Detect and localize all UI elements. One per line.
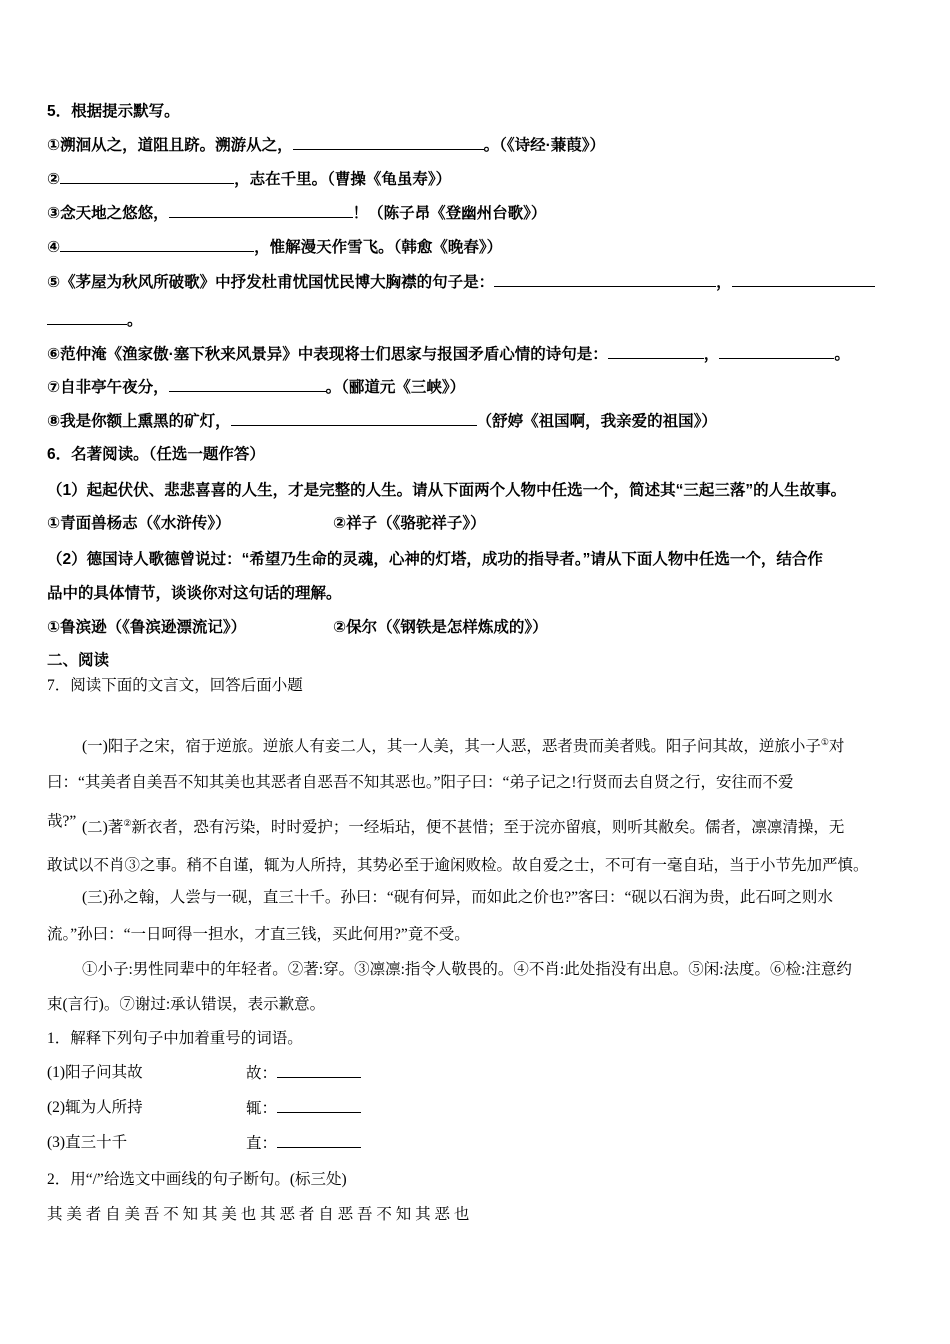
item-comma: ， <box>716 274 732 291</box>
passage-text: (一)阳子之宋，宿于逆旅。逆旅人有妾二人，其一人美，其一人恶，恶者贵而美者贱。阳子问其故，逆旅小子 <box>82 738 821 755</box>
answer-blank[interactable] <box>277 1133 361 1148</box>
answer-blank[interactable] <box>231 411 477 426</box>
passage-1-line1 <box>82 737 844 757</box>
item-text: ⑦自非亭午夜分， <box>47 379 169 396</box>
row-sentence: (2)辄为人所持 <box>47 1099 143 1116</box>
passage-text: (二)著 <box>82 819 124 836</box>
row-word: 辄： <box>246 1100 278 1117</box>
item-source: 。（《诗经·蒹葭》） <box>483 137 606 154</box>
footnote-marker: ② <box>123 817 132 828</box>
q6-part2-line1: （2）德国诗人歌德曾说过：“希望乃生命的灵魂，心神的灯塔，成功的指导者。”请从下面人物中任选一个，结合作 <box>47 551 823 568</box>
item-text: ⑧我是你额上熏黑的矿灯， <box>47 413 231 430</box>
q6-part1: （1）起起伏伏、悲悲喜喜的人生，才是完整的人生。请从下面两个人物中任选一个，简述其“三起三落”的人生故事。 <box>47 482 847 499</box>
row-sentence: (1)阳子问其故 <box>47 1064 143 1081</box>
passage-2-line2: 敢试以不肖③之事。稍不自谨，辄为人所持，其势必至于逾闲败检。故自爱之士，不可有一毫自玷，当于小节先加严慎。 <box>47 857 869 874</box>
q5-item-5 <box>47 272 875 293</box>
passage-1-line3: 哉?” <box>47 813 77 830</box>
notes-line2: 束(言行)。⑦谢过:承认错误，表示歉意。 <box>47 996 326 1013</box>
row-word: 故： <box>246 1065 278 1082</box>
answer-blank[interactable] <box>293 135 484 150</box>
answer-blank[interactable] <box>277 1098 361 1113</box>
row-sentence: (3)直三十千 <box>47 1134 128 1151</box>
option-yang-zhi: ①青面兽杨志（《水浒传》） <box>47 515 231 532</box>
item-text: ③念天地之悠悠， <box>47 205 169 222</box>
answer-blank[interactable] <box>494 272 716 287</box>
item-period: 。 <box>127 312 143 329</box>
sub1-title: 1．解释下列句子中加着重号的词语。 <box>47 1030 303 1047</box>
item-source: （舒婷《祖国啊，我亲爱的祖国》） <box>476 413 717 430</box>
q6-part2-line2: 品中的具体情节，谈谈你对这句话的理解。 <box>47 585 342 602</box>
passage-3-line2: 流。”孙曰：“一日呵得一担水，才直三钱，买此何用?”竟不受。 <box>47 926 470 943</box>
item-text: ② <box>47 171 61 188</box>
q5-item-2 <box>47 169 451 190</box>
q5-item-4 <box>47 237 502 258</box>
sub2-title: 2．用“/”给选文中画线的句子断句。(标三处) <box>47 1171 347 1188</box>
notes-line1: ①小子:男性同辈中的年轻者。②著:穿。③凛凛:指令人敬畏的。④不肖:此处指没有出息。⑤闲:法度。⑥检:注意约 <box>82 961 852 978</box>
item-text: ⑤《茅屋为秋风所破歌》中抒发杜甫忧国忧民博大胸襟的句子是： <box>47 274 495 291</box>
answer-blank[interactable] <box>608 344 704 359</box>
item-source: 。（郦道元《三峡》） <box>325 379 466 396</box>
q5-item-6 <box>47 344 850 365</box>
item-period: 。 <box>834 346 850 363</box>
q7-title: 7．阅读下面的文言文，回答后面小题 <box>47 677 303 694</box>
item-text: ⑥范仲淹《渔家傲·塞下秋来风景异》中表现将士们思家与报国矛盾心情的诗句是： <box>47 346 608 363</box>
item-text: ④ <box>47 239 61 256</box>
option-pavel: ②保尔（《钢铁是怎样炼成的》） <box>333 619 548 636</box>
sub1-row-1 <box>47 1063 447 1083</box>
q5-title: 5．根据提示默写。 <box>47 103 180 120</box>
row-word: 直： <box>246 1135 278 1152</box>
sub1-row-3 <box>47 1133 447 1153</box>
row-answer <box>246 1133 361 1154</box>
passage-1-line2: 曰：“其美者自美吾不知其美也其恶者自恶吾不知其恶也。”阳子曰：“弟子记之!行贤而去自贤之行，安往而不爱 <box>47 774 794 791</box>
passage-text: 新衣者，恐有污染，时时爱护；一经垢玷，便不甚惜；至于浣亦留痕，则听其敝矣。儒者，凛凛清操，无 <box>131 819 845 836</box>
item-text: ①溯洄从之，道阻且跻。溯游从之， <box>47 137 293 154</box>
item-comma: ， <box>703 346 720 363</box>
passage-3-line1: (三)孙之翰，人尝与一砚，直三十千。孙曰：“砚有何异，而如此之价也?”客曰：“砚以石润为贵，此石呵之则水 <box>82 889 833 906</box>
answer-blank[interactable] <box>60 169 234 184</box>
answer-blank[interactable] <box>47 310 127 325</box>
answer-blank[interactable] <box>719 344 834 359</box>
q5-item-7 <box>47 377 465 398</box>
passage-2-line1 <box>82 818 844 838</box>
row-answer <box>246 1098 361 1119</box>
row-answer <box>246 1063 361 1084</box>
sub2-sentence: 其 美 者 自 美 吾 不 知 其 美 也 其 恶 者 自 恶 吾 不 知 其 恶 也 <box>47 1206 470 1223</box>
option-xiangzi: ②祥子（《骆驼祥子》） <box>333 515 486 532</box>
q5-item-8 <box>47 411 717 432</box>
answer-blank[interactable] <box>169 203 353 218</box>
item-source: ！（陈子昂《登幽州台歌》） <box>352 205 547 222</box>
item-source: ，惟解漫天作雪飞。（韩愈《晚春》） <box>254 239 503 256</box>
option-robinson: ①鲁滨逊（《鲁滨逊漂流记》） <box>47 619 247 636</box>
q6-part1-options <box>47 514 907 534</box>
answer-blank[interactable] <box>277 1063 361 1078</box>
section-title-reading: 二、阅读 <box>47 652 110 669</box>
answer-blank[interactable] <box>60 237 254 252</box>
answer-blank[interactable] <box>169 377 326 392</box>
answer-blank[interactable] <box>732 272 875 287</box>
q6-part2-options <box>47 618 907 638</box>
q5-item-1 <box>47 135 605 156</box>
footnote-marker: ① <box>820 736 829 747</box>
sub1-row-2 <box>47 1098 447 1118</box>
item-source: ，志在千里。（曹操《龟虽寿》） <box>234 171 452 188</box>
q5-item-5-cont <box>47 310 143 331</box>
q5-item-3 <box>47 203 546 224</box>
q6-title: 6．名著阅读。（任选一题作答） <box>47 446 265 463</box>
passage-text: 对 <box>828 738 845 755</box>
